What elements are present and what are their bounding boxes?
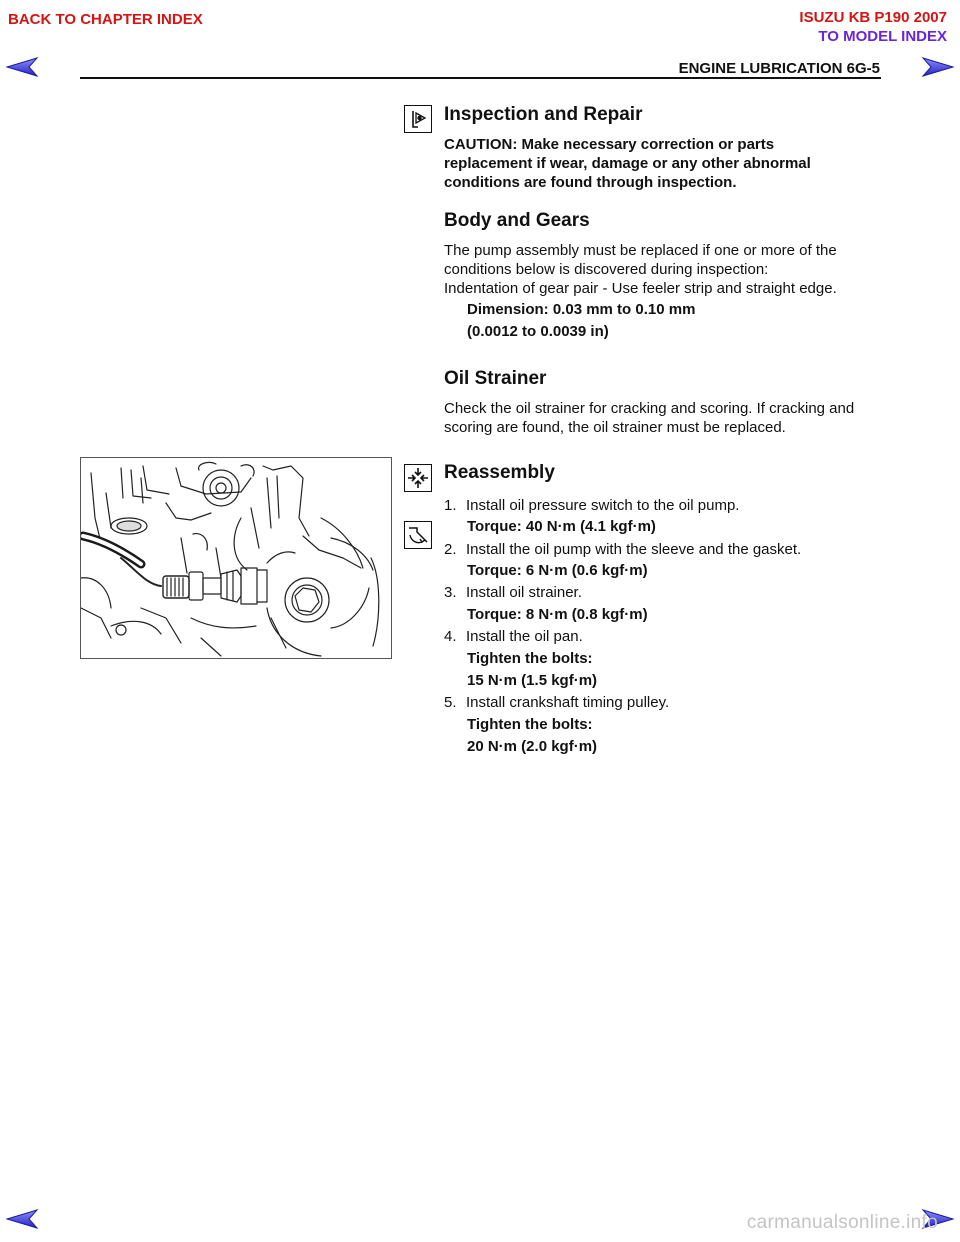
step-4-torque-spec: 15 N·m (1.5 kgf·m) xyxy=(467,672,598,689)
watermark: carmanualsonline.info xyxy=(746,1212,938,1233)
inspection-heading: Inspection and Repair xyxy=(444,104,643,125)
oil-pressure-switch-figure xyxy=(80,457,392,659)
step-1-torque-spec: Torque: 40 N·m (4.1 kgf·m) xyxy=(467,518,656,535)
step-5-tighten-label: Tighten the bolts: xyxy=(467,716,593,733)
header-divider xyxy=(80,77,881,79)
reassembly-heading: Reassembly xyxy=(444,462,555,483)
inspect-icon xyxy=(404,105,432,133)
arrow-right-icon[interactable] xyxy=(921,56,955,78)
back-to-chapter-index-link[interactable]: BACK TO CHAPTER INDEX xyxy=(8,11,203,28)
step-number: 2. xyxy=(444,541,457,558)
caution-text: CAUTION: Make necessary correction or parts replacement if wear, damage or any other abnormal conditions are found through inspection. xyxy=(444,136,811,191)
body-gears-line-2: conditions below is discovered during inspection: xyxy=(444,261,769,278)
to-model-index-link[interactable]: TO MODEL INDEX xyxy=(818,28,947,45)
reassembly-step-1 xyxy=(444,496,739,515)
step-4-tighten-label: Tighten the bolts: xyxy=(467,650,593,667)
step-number: 4. xyxy=(444,628,457,645)
step-5-torque-spec: 20 N·m (2.0 kgf·m) xyxy=(467,738,598,755)
arrow-left-icon[interactable] xyxy=(5,1208,39,1230)
dimension-inch-spec: (0.0012 to 0.0039 in) xyxy=(467,323,609,340)
arrow-left-icon[interactable] xyxy=(5,56,39,78)
oil-strainer-line-1: Check the oil strainer for cracking and scoring. If cracking and xyxy=(444,400,855,417)
step-text: Install oil pressure switch to the oil pump. xyxy=(466,497,740,514)
reassembly-step-2 xyxy=(444,540,801,559)
step-2-torque-spec: Torque: 6 N·m (0.6 kgf·m) xyxy=(467,562,648,579)
dimension-spec: Dimension: 0.03 mm to 0.10 mm xyxy=(467,301,696,318)
torque-wrench-icon xyxy=(404,521,432,549)
step-text: Install the oil pump with the sleeve and the gasket. xyxy=(466,541,802,558)
oil-strainer-line-2: scoring are found, the oil strainer must be replaced. xyxy=(444,419,786,436)
step-number: 5. xyxy=(444,694,457,711)
page-header-title: ENGINE LUBRICATION 6G-5 xyxy=(678,60,880,77)
reassembly-step-5 xyxy=(444,693,669,712)
step-number: 1. xyxy=(444,497,457,514)
model-title-link[interactable]: ISUZU KB P190 2007 xyxy=(799,9,947,26)
step-text: Install oil strainer. xyxy=(466,584,582,601)
body-gears-heading: Body and Gears xyxy=(444,210,590,231)
body-gears-line-3: Indentation of gear pair - Use feeler strip and straight edge. xyxy=(444,280,837,297)
reassembly-step-4 xyxy=(444,627,583,646)
reassembly-step-3 xyxy=(444,583,582,602)
step-text: Install the oil pan. xyxy=(466,628,583,645)
step-text: Install crankshaft timing pulley. xyxy=(466,694,670,711)
reassembly-icon xyxy=(404,464,432,492)
step-number: 3. xyxy=(444,584,457,601)
body-gears-line-1: The pump assembly must be replaced if one or more of the xyxy=(444,242,837,259)
oil-strainer-heading: Oil Strainer xyxy=(444,368,547,389)
step-3-torque-spec: Torque: 8 N·m (0.8 kgf·m) xyxy=(467,606,648,623)
